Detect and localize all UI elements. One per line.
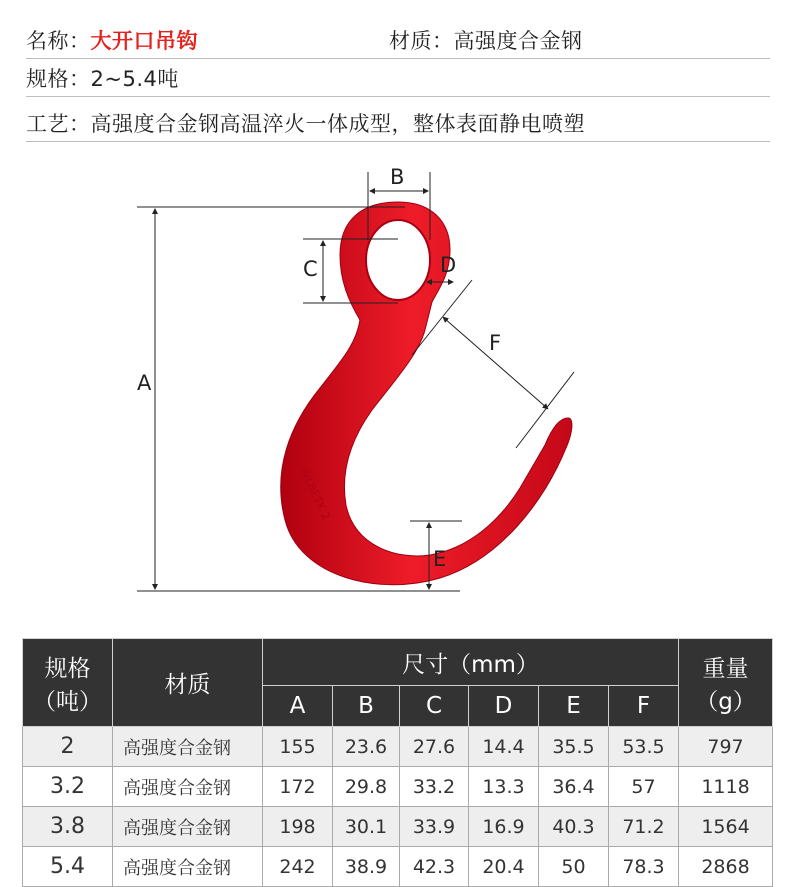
cell-f: 71.2 (609, 807, 679, 847)
cell-c: 33.9 (400, 807, 469, 847)
label-d: D (440, 253, 457, 277)
dimension-f (412, 280, 574, 448)
cell-spec: 2 (23, 727, 113, 767)
label-b: B (390, 165, 405, 189)
material-group (389, 25, 583, 55)
cell-weight: 2868 (679, 847, 773, 887)
cell-c: 33.2 (400, 767, 469, 807)
label-a: A (137, 371, 152, 395)
cell-c: 27.6 (400, 727, 469, 767)
header-col-e: E (539, 686, 609, 727)
table-row (23, 727, 773, 767)
cell-e: 50 (539, 847, 609, 887)
cell-d: 20.4 (469, 847, 539, 887)
cell-b: 23.6 (333, 727, 400, 767)
header-spec-line1: 规格 (44, 655, 91, 682)
cell-d: 16.9 (469, 807, 539, 847)
header-col-a: A (263, 686, 333, 727)
cell-material: 高强度合金钢 (113, 767, 263, 807)
header-col-b: B (333, 686, 400, 727)
cell-weight: 1564 (679, 807, 773, 847)
cell-d: 14.4 (469, 727, 539, 767)
cell-a: 155 (263, 727, 333, 767)
cell-a: 198 (263, 807, 333, 847)
spec-table (22, 638, 773, 887)
cell-b: 30.1 (333, 807, 400, 847)
table-row (23, 807, 773, 847)
cell-d: 13.3 (469, 767, 539, 807)
header-dimensions: 尺寸（mm） (263, 639, 679, 686)
cell-weight: 797 (679, 727, 773, 767)
cell-a: 172 (263, 767, 333, 807)
header-col-d: D (469, 686, 539, 727)
table-header-row (23, 639, 773, 686)
header-weight-line1: 重量 (702, 655, 749, 682)
cell-b: 38.9 (333, 847, 400, 887)
label-f: F (489, 331, 502, 355)
cell-material: 高强度合金钢 (113, 807, 263, 847)
cell-a: 242 (263, 847, 333, 887)
header-spec-line2: （吨） (33, 688, 102, 715)
cell-f: 53.5 (609, 727, 679, 767)
cell-material: 高强度合金钢 (113, 727, 263, 767)
product-name: 大开口吊钩 (90, 29, 198, 53)
cell-f: 57 (609, 767, 679, 807)
cell-spec: 3.2 (23, 767, 113, 807)
process-value: 高强度合金钢高温淬火一体成型，整体表面静电喷塑 (90, 112, 585, 136)
cell-e: 40.3 (539, 807, 609, 847)
cell-material: 高强度合金钢 (113, 847, 263, 887)
spec-value: 2~5.4吨 (90, 67, 179, 91)
hook-embossed-text: WLBETK 2 (297, 465, 333, 522)
process-label: 工艺： (26, 112, 91, 136)
header-weight (679, 639, 773, 727)
material-value: 高强度合金钢 (453, 29, 583, 53)
header-col-f: F (609, 686, 679, 727)
header-weight-line2: （g） (695, 688, 756, 715)
header-col-c: C (400, 686, 469, 727)
cell-spec: 5.4 (23, 847, 113, 887)
spec-row (26, 60, 770, 97)
hook-graphic (281, 202, 572, 585)
header-material: 材质 (113, 639, 263, 727)
header-spec (23, 639, 113, 727)
material-label: 材质： (389, 29, 454, 53)
cell-b: 29.8 (333, 767, 400, 807)
process-row (26, 105, 770, 142)
label-e: E (433, 547, 447, 571)
cell-e: 36.4 (539, 767, 609, 807)
table-row (23, 847, 773, 887)
cell-weight: 1118 (679, 767, 773, 807)
name-material-row (26, 22, 770, 59)
spec-label: 规格： (26, 67, 91, 91)
label-c: C (303, 257, 318, 281)
cell-c: 42.3 (400, 847, 469, 887)
hook-dimension-diagram (0, 150, 790, 620)
cell-e: 35.5 (539, 727, 609, 767)
cell-spec: 3.8 (23, 807, 113, 847)
name-label: 名称： (26, 29, 91, 53)
cell-f: 78.3 (609, 847, 679, 887)
table-row (23, 767, 773, 807)
